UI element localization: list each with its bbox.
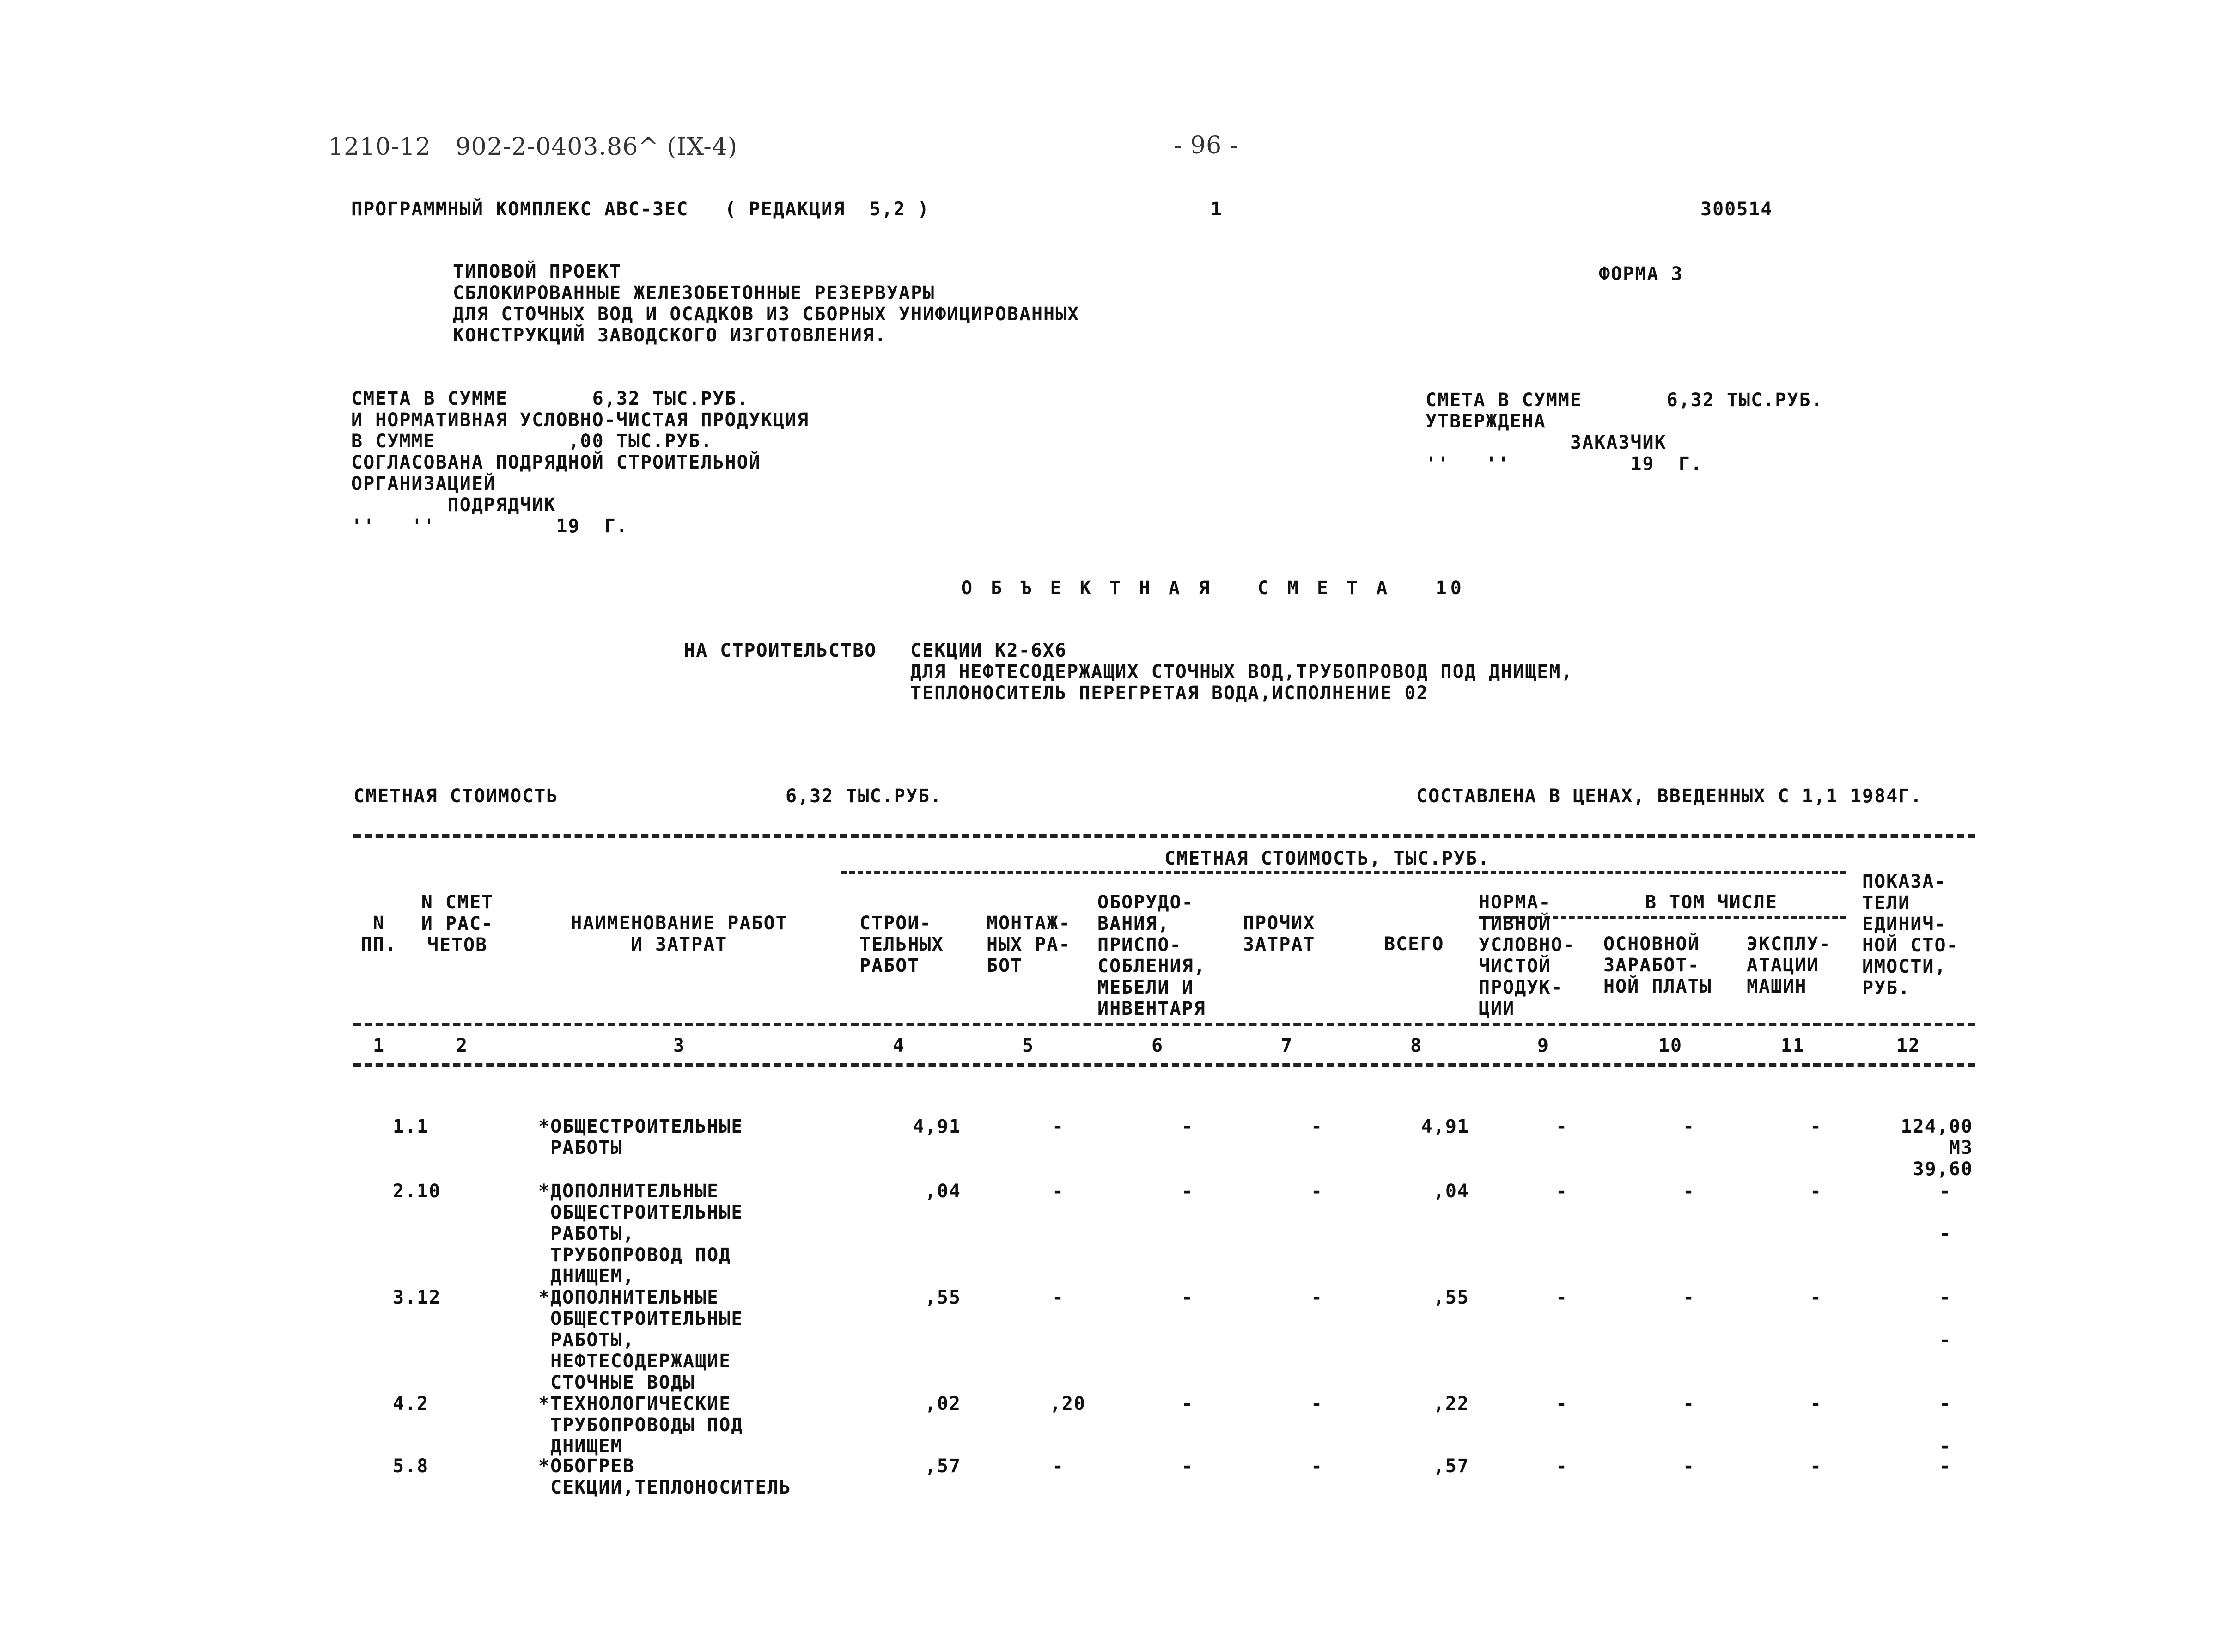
table-cell: - <box>1810 1181 1822 1202</box>
program-line: ПРОГРАММНЫЙ КОМПЛЕКС АВС-3ЕС ( РЕДАКЦИЯ 5,2 ) <box>351 199 930 220</box>
column-header: НАИМЕНОВАНИЕ РАБОТ И ЗАТРАТ <box>571 913 788 955</box>
approval-left-line: СОГЛАСОВАНА ПОДРЯДНОЙ СТРОИТЕЛЬНОЙ <box>351 452 761 473</box>
subject-label: НА СТРОИТЕЛЬСТВО <box>684 640 877 661</box>
handwritten-reference: 1210-12 902-2-0403.86^ (IX-4) <box>328 133 738 161</box>
approval-left-line: ОРГАНИЗАЦИЕЙ <box>351 473 496 494</box>
column-number: 6 <box>1151 1035 1164 1056</box>
project-line: СБЛОКИРОВАННЫЕ ЖЕЛЕЗОБЕТОННЫЕ РЕЗЕРВУАРЫ <box>453 282 935 304</box>
column-header: ОСНОВНОЙ ЗАРАБОТ- НОЙ ПЛАТЫ <box>1603 933 1712 997</box>
table-cell: - <box>1555 1393 1568 1414</box>
column-number: 8 <box>1410 1035 1423 1056</box>
approval-left-line: СМЕТА В СУММЕ 6,32 ТЫС.РУБ. <box>351 388 749 409</box>
table-rule <box>353 1063 1975 1067</box>
page-number: - 96 - <box>1174 132 1239 159</box>
table-cell: - <box>1181 1116 1194 1137</box>
table-cell: - <box>1181 1287 1194 1308</box>
table-cell: - <box>1052 1116 1065 1137</box>
column-header: ПРОЧИХ ЗАТРАТ <box>1243 913 1316 955</box>
cost-value: 6,32 ТЫС.РУБ. <box>786 786 943 807</box>
sheet-number: 1 <box>1211 199 1223 220</box>
table-row-number: 1.1 <box>393 1116 429 1137</box>
table-rule <box>353 834 1975 838</box>
column-header: НОРМА- ТИВНОЙ УСЛОВНО- ЧИСТОЙ ПРОДУК- ЦИИ <box>1479 892 1575 1019</box>
column-header: N СМЕТ И РАС- ЧЕТОВ <box>421 892 494 956</box>
table-rule <box>353 1023 1975 1026</box>
approval-left-line: '' '' 19 Г. <box>351 516 628 537</box>
table-cell: - <box>1310 1456 1323 1477</box>
table-cell: - <box>1682 1456 1695 1477</box>
document-title: О Б Ъ Е К Т Н А Я С М Е Т А 10 <box>961 578 1465 599</box>
table-cell: 4,91 <box>913 1116 961 1137</box>
group-header-rule <box>841 871 1846 874</box>
table-cell: - <box>1181 1456 1194 1477</box>
project-line: ТИПОВОЙ ПРОЕКТ <box>453 261 622 282</box>
table-cell: - <box>1810 1287 1822 1308</box>
table-cell: - <box>1555 1116 1568 1137</box>
column-header: ОБОРУДО- ВАНИЯ, ПРИСПО- СОБЛЕНИЯ, МЕБЕЛИ И ИНВЕНТАРЯ <box>1097 892 1206 1019</box>
table-cell: ,04 <box>1433 1181 1469 1202</box>
table-cell: - <box>1181 1393 1194 1414</box>
column-header: ЭКСПЛУ- АТАЦИИ МАШИН <box>1747 933 1831 997</box>
table-row-name: *ДОПОЛНИТЕЛЬНЫЕ ОБЩЕСТРОИТЕЛЬНЫЕ РАБОТЫ, НЕФТЕСОДЕРЖАЩИЕ СТОЧНЫЕ ВОДЫ <box>538 1287 743 1393</box>
table-cell: ,20 <box>1049 1393 1086 1414</box>
table-cell: - <box>1810 1456 1822 1477</box>
column-number: 12 <box>1896 1035 1921 1056</box>
column-number: 9 <box>1537 1035 1550 1056</box>
table-cell: ,22 <box>1433 1393 1469 1414</box>
table-cell: - <box>1181 1181 1194 1202</box>
project-line: ДЛЯ СТОЧНЫХ ВОД И ОСАДКОВ ИЗ СБОРНЫХ УНИФИЦИРОВАННЫХ <box>453 304 1080 325</box>
table-cell: - <box>1810 1116 1822 1137</box>
table-row-name: *ОБЩЕСТРОИТЕЛЬНЫЕ РАБОТЫ <box>538 1116 743 1158</box>
column-number: 4 <box>892 1035 905 1056</box>
table-cell: - <box>1682 1181 1695 1202</box>
group-header: СМЕТНАЯ СТОИМОСТЬ, ТЫС.РУБ. <box>1164 848 1490 869</box>
table-cell: - <box>1682 1393 1695 1414</box>
subject-line: СЕКЦИИ К2-6Х6 <box>910 640 1067 661</box>
approval-right-line: ЗАКАЗЧИК <box>1426 432 1667 453</box>
table-cell: ,57 <box>1433 1456 1469 1477</box>
approval-left-line: И НОРМАТИВНАЯ УСЛОВНО-ЧИСТАЯ ПРОДУКЦИЯ <box>351 409 810 431</box>
table-row-name: *ОБОГРЕВ СЕКЦИИ,ТЕПЛОНОСИТЕЛЬ <box>538 1456 792 1498</box>
approval-right-line: '' '' 19 Г. <box>1426 453 1703 475</box>
column-number: 11 <box>1780 1035 1805 1056</box>
approval-left-line: ПОДРЯДЧИК <box>351 494 556 516</box>
table-cell: - <box>1052 1181 1065 1202</box>
column-number: 1 <box>372 1035 385 1056</box>
project-line: КОНСТРУКЦИЙ ЗАВОДСКОГО ИЗГОТОВЛЕНИЯ. <box>453 325 887 346</box>
approval-right-line: СМЕТА В СУММЕ 6,32 ТЫС.РУБ. <box>1426 390 1823 411</box>
column-number: 3 <box>673 1035 686 1056</box>
table-cell: 4,91 <box>1421 1116 1469 1137</box>
table-cell: - <box>1555 1287 1568 1308</box>
table-cell: - <box>1052 1456 1065 1477</box>
table-row-name: *ТЕХНОЛОГИЧЕСКИЕ ТРУБОПРОВОДЫ ПОД ДНИЩЕМ <box>538 1393 743 1457</box>
table-cell: - <box>1810 1393 1822 1414</box>
subgroup-header: В ТОМ ЧИСЛЕ <box>1645 892 1778 913</box>
table-cell: - - <box>1939 1287 1952 1351</box>
cost-label: СМЕТНАЯ СТОИМОСТЬ <box>353 786 559 807</box>
table-row-number: 3.12 <box>393 1287 441 1308</box>
column-header: МОНТАЖ- НЫХ РА- БОТ <box>987 913 1071 976</box>
table-row-number: 5.8 <box>393 1456 429 1477</box>
approval-left-line: В СУММЕ ,00 ТЫС.РУБ. <box>351 431 713 452</box>
table-cell: ,55 <box>1433 1287 1469 1308</box>
table-cell: ,57 <box>925 1456 961 1477</box>
table-cell: - <box>1682 1287 1695 1308</box>
form-label: ФОРМА 3 <box>1599 263 1683 285</box>
table-cell: 124,00 М3 39,60 <box>1901 1116 1973 1180</box>
table-cell: ,02 <box>925 1393 961 1414</box>
table-cell: - <box>1052 1287 1065 1308</box>
table-cell: - <box>1310 1116 1323 1137</box>
table-cell: - - <box>1939 1181 1952 1244</box>
table-cell: - <box>1555 1181 1568 1202</box>
table-cell: - <box>1682 1116 1695 1137</box>
subject-line: ТЕПЛОНОСИТЕЛЬ ПЕРЕГРЕТАЯ ВОДА,ИСПОЛНЕНИЕ 02 <box>910 683 1429 704</box>
table-row-number: 2.10 <box>393 1181 441 1202</box>
table-row-number: 4.2 <box>393 1393 429 1414</box>
column-number: 10 <box>1658 1035 1683 1056</box>
table-cell: - <box>1939 1456 1952 1477</box>
subject-line: ДЛЯ НЕФТЕСОДЕРЖАЩИХ СТОЧНЫХ ВОД,ТРУБОПРОВОД ПОД ДНИЩЕМ, <box>910 661 1573 683</box>
table-cell: - <box>1555 1456 1568 1477</box>
column-header: СТРОИ- ТЕЛЬНЫХ РАБОТ <box>859 913 944 976</box>
table-row-name: *ДОПОЛНИТЕЛЬНЫЕ ОБЩЕСТРОИТЕЛЬНЫЕ РАБОТЫ, ТРУБОПРОВОД ПОД ДНИЩЕМ, <box>538 1181 743 1287</box>
column-header: ПОКАЗА- ТЕЛИ ЕДИНИЧ- НОЙ СТО- ИМОСТИ, РУБ. <box>1862 871 1959 999</box>
column-header: N ПП. <box>360 913 397 955</box>
table-cell: ,04 <box>925 1181 961 1202</box>
table-cell: - - <box>1939 1393 1952 1457</box>
table-cell: ,55 <box>925 1287 961 1308</box>
table-cell: - <box>1310 1287 1323 1308</box>
column-number: 2 <box>456 1035 469 1056</box>
table-cell: - <box>1310 1393 1323 1414</box>
column-number: 5 <box>1022 1035 1035 1056</box>
column-number: 7 <box>1280 1035 1293 1056</box>
column-header: ВСЕГО <box>1384 933 1444 955</box>
approval-right-line: УТВЕРЖДЕНА <box>1426 411 1546 432</box>
document-code: 300514 <box>1700 199 1773 220</box>
price-basis: СОСТАВЛЕНА В ЦЕНАХ, ВВЕДЕННЫХ С 1,1 1984Г. <box>1416 786 1923 807</box>
table-cell: - <box>1310 1181 1323 1202</box>
